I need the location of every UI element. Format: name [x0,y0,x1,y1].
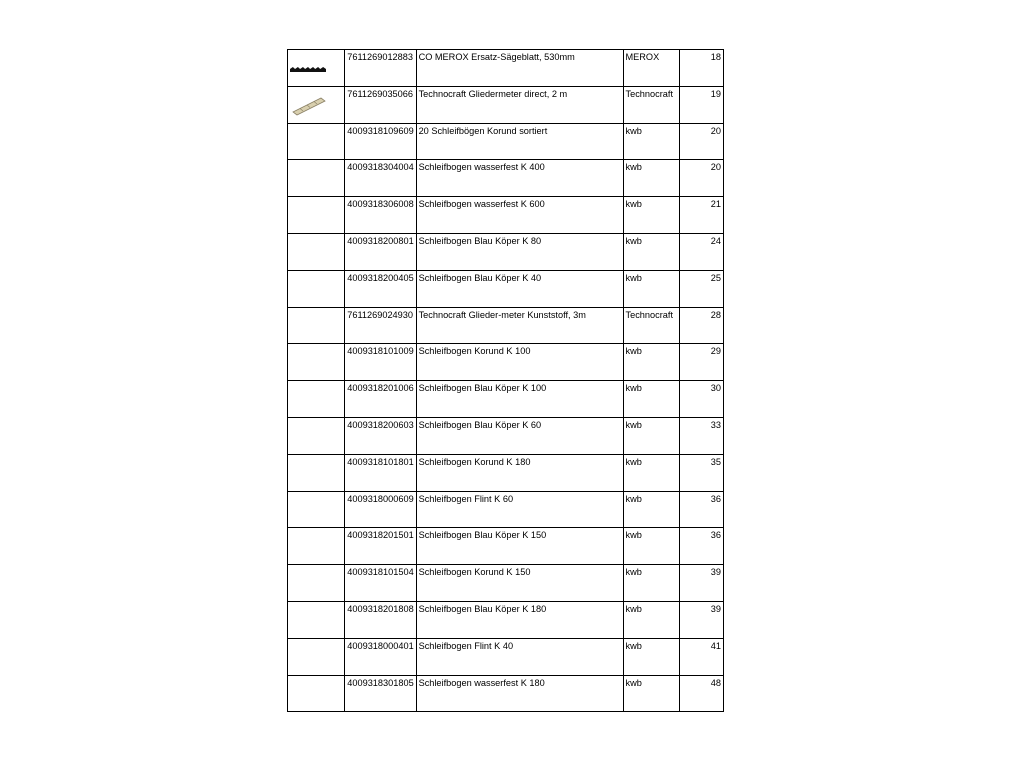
ean-cell [345,528,416,565]
product-image-cell [288,344,345,381]
ean-text: 4009318000609 [347,493,414,504]
quantity-text: 28 [710,309,721,320]
ean-text: 4009318101009 [347,346,414,357]
table-row [288,307,724,344]
description-cell [416,491,623,528]
brand-text: kwb [625,640,642,651]
table-row [288,86,724,123]
ean-text: 4009318306008 [347,199,414,210]
ean-text: 4009318301805 [347,677,414,688]
product-image-cell [288,675,345,712]
table-row [288,675,724,712]
description-cell [416,528,623,565]
ean-cell [345,454,416,491]
brand-cell [623,307,679,344]
brand-text: kwb [625,383,642,394]
brand-cell [623,233,679,270]
product-image-cell [288,565,345,602]
ean-text: 4009318000401 [347,640,414,651]
description-cell [416,50,623,87]
description-cell [416,565,623,602]
ean-text: 7611269035066 [347,88,413,99]
brand-cell [623,491,679,528]
description-text: Schleifbogen Blau Köper K 150 [418,530,547,541]
ean-cell [345,381,416,418]
quantity-text: 25 [710,272,721,283]
product-image-cell [288,270,345,307]
quantity-cell [679,675,723,712]
product-image [288,50,344,85]
brand-text: Technocraft [625,88,673,99]
product-image-cell [288,491,345,528]
description-cell [416,307,623,344]
ean-cell [345,675,416,712]
table-row [288,160,724,197]
description-cell [416,344,623,381]
quantity-cell [679,160,723,197]
description-cell [416,381,623,418]
brand-text: kwb [625,162,642,173]
brand-text: kwb [625,272,642,283]
quantity-text: 41 [710,640,721,651]
description-text: Schleifbogen Blau Köper K 40 [418,272,542,283]
product-image-cell [288,197,345,234]
brand-text: kwb [625,493,642,504]
ean-cell [345,638,416,675]
ean-cell [345,270,416,307]
ean-text: 4009318101801 [347,456,414,467]
product-image [288,87,344,122]
description-text: Schleifbogen Flint K 40 [418,640,514,651]
ean-text: 4009318201006 [347,383,414,394]
ean-cell [345,307,416,344]
table-row [288,233,724,270]
product-image-cell [288,454,345,491]
product-image-cell [288,381,345,418]
quantity-text: 18 [710,52,721,62]
ean-text: 4009318101504 [347,567,414,578]
brand-cell [623,675,679,712]
product-image-cell [288,417,345,454]
saw-blade-icon [290,67,326,72]
product-image-cell [288,123,345,160]
description-cell [416,270,623,307]
product-image-cell [288,601,345,638]
table-row [288,344,724,381]
description-cell [416,638,623,675]
ean-text: 4009318201501 [347,530,414,541]
brand-cell [623,50,679,87]
brand-cell [623,454,679,491]
description-text: Schleifbogen wasserfest K 600 [418,199,545,210]
quantity-text: 35 [710,456,721,467]
quantity-cell [679,344,723,381]
ean-cell [345,197,416,234]
ean-cell [345,565,416,602]
ean-cell [345,86,416,123]
product-image-cell [288,86,345,123]
description-cell [416,454,623,491]
ean-text: 4009318200801 [347,235,414,246]
quantity-text: 39 [710,567,721,578]
quantity-text: 20 [710,162,721,173]
description-text: Schleifbogen wasserfest K 400 [418,162,545,173]
description-cell [416,675,623,712]
brand-cell [623,417,679,454]
brand-cell [623,381,679,418]
table-row [288,123,724,160]
brand-cell [623,160,679,197]
quantity-text: 48 [710,677,721,688]
table-row [288,528,724,565]
ean-text: 4009318109609 [347,125,414,136]
table-row [288,417,724,454]
brand-cell [623,565,679,602]
ean-cell [345,491,416,528]
quantity-text: 33 [710,419,721,430]
brand-text: kwb [625,199,642,210]
quantity-cell [679,454,723,491]
description-text: Schleifbogen Blau Köper K 100 [418,383,547,394]
description-text: Schleifbogen Korund K 100 [418,346,531,357]
quantity-cell [679,307,723,344]
product-image-cell [288,160,345,197]
description-cell [416,417,623,454]
table-row [288,565,724,602]
description-text: Schleifbogen wasserfest K 180 [418,677,545,688]
table-row [288,454,724,491]
description-text: Schleifbogen Korund K 180 [418,456,531,467]
quantity-cell [679,233,723,270]
brand-cell [623,123,679,160]
brand-text: kwb [625,235,642,246]
description-cell [416,86,623,123]
ean-text: 4009318304004 [347,162,414,173]
brand-text: kwb [625,567,642,578]
ean-cell [345,50,416,87]
table-row [288,270,724,307]
quantity-cell [679,86,723,123]
quantity-cell [679,50,723,87]
product-image-cell [288,50,345,87]
brand-cell [623,528,679,565]
description-text: Technocraft Gliedermeter direct, 2 m [418,88,568,99]
ean-cell [345,417,416,454]
description-cell [416,197,623,234]
ean-text: 7611269024930 [347,309,413,320]
brand-cell [623,344,679,381]
ean-cell [345,233,416,270]
product-image-cell [288,307,345,344]
table-row [288,50,724,87]
quantity-text: 30 [710,383,721,394]
quantity-text: 36 [710,530,721,541]
table-row [288,601,724,638]
table-row [288,197,724,234]
description-text: Technocraft Glieder-meter Kunststoff, 3m [418,309,586,320]
quantity-cell [679,528,723,565]
description-cell [416,233,623,270]
quantity-cell [679,123,723,160]
product-image-cell [288,638,345,675]
description-text: Schleifbogen Blau Köper K 180 [418,603,547,614]
quantity-text: 20 [710,125,721,136]
ean-cell [345,123,416,160]
table-row [288,381,724,418]
quantity-cell [679,417,723,454]
brand-cell [623,601,679,638]
quantity-cell [679,491,723,528]
description-text: Schleifbogen Blau Köper K 80 [418,235,542,246]
brand-cell [623,86,679,123]
brand-cell [623,270,679,307]
table-row [288,491,724,528]
brand-text: kwb [625,456,642,467]
description-text: 20 Schleifbögen Korund sortiert [418,125,548,136]
description-text: Schleifbogen Blau Köper K 60 [418,419,542,430]
ean-cell [345,601,416,638]
brand-text: kwb [625,125,642,136]
description-cell [416,123,623,160]
ean-text: 7611269012883 [347,52,413,62]
brand-text: kwb [625,346,642,357]
brand-text: kwb [625,419,642,430]
quantity-cell [679,601,723,638]
quantity-cell [679,197,723,234]
brand-text: kwb [625,603,642,614]
ean-text: 4009318200405 [347,272,414,283]
ean-cell [345,344,416,381]
quantity-text: 21 [710,199,721,210]
quantity-cell [679,638,723,675]
description-cell [416,601,623,638]
brand-text: Technocraft [625,309,673,320]
folding-ruler-icon [291,93,331,117]
product-table [287,49,724,712]
quantity-cell [679,270,723,307]
description-text: Schleifbogen Flint K 60 [418,493,514,504]
ean-cell [345,160,416,197]
ean-text: 4009318200603 [347,419,414,430]
description-text: Schleifbogen Korund K 150 [418,567,531,578]
quantity-text: 19 [710,88,721,99]
brand-text: kwb [625,530,642,541]
quantity-text: 39 [710,603,721,614]
quantity-text: 36 [710,493,721,504]
description-cell [416,160,623,197]
brand-cell [623,638,679,675]
description-text: CO MEROX Ersatz-Sägeblatt, 530mm [418,52,575,62]
brand-text: kwb [625,677,642,688]
brand-text: MEROX [625,52,660,62]
quantity-cell [679,381,723,418]
product-image-cell [288,528,345,565]
brand-cell [623,197,679,234]
table-row [288,638,724,675]
product-image-cell [288,233,345,270]
quantity-text: 29 [710,346,721,357]
quantity-cell [679,565,723,602]
quantity-text: 24 [710,235,721,246]
ean-text: 4009318201808 [347,603,414,614]
